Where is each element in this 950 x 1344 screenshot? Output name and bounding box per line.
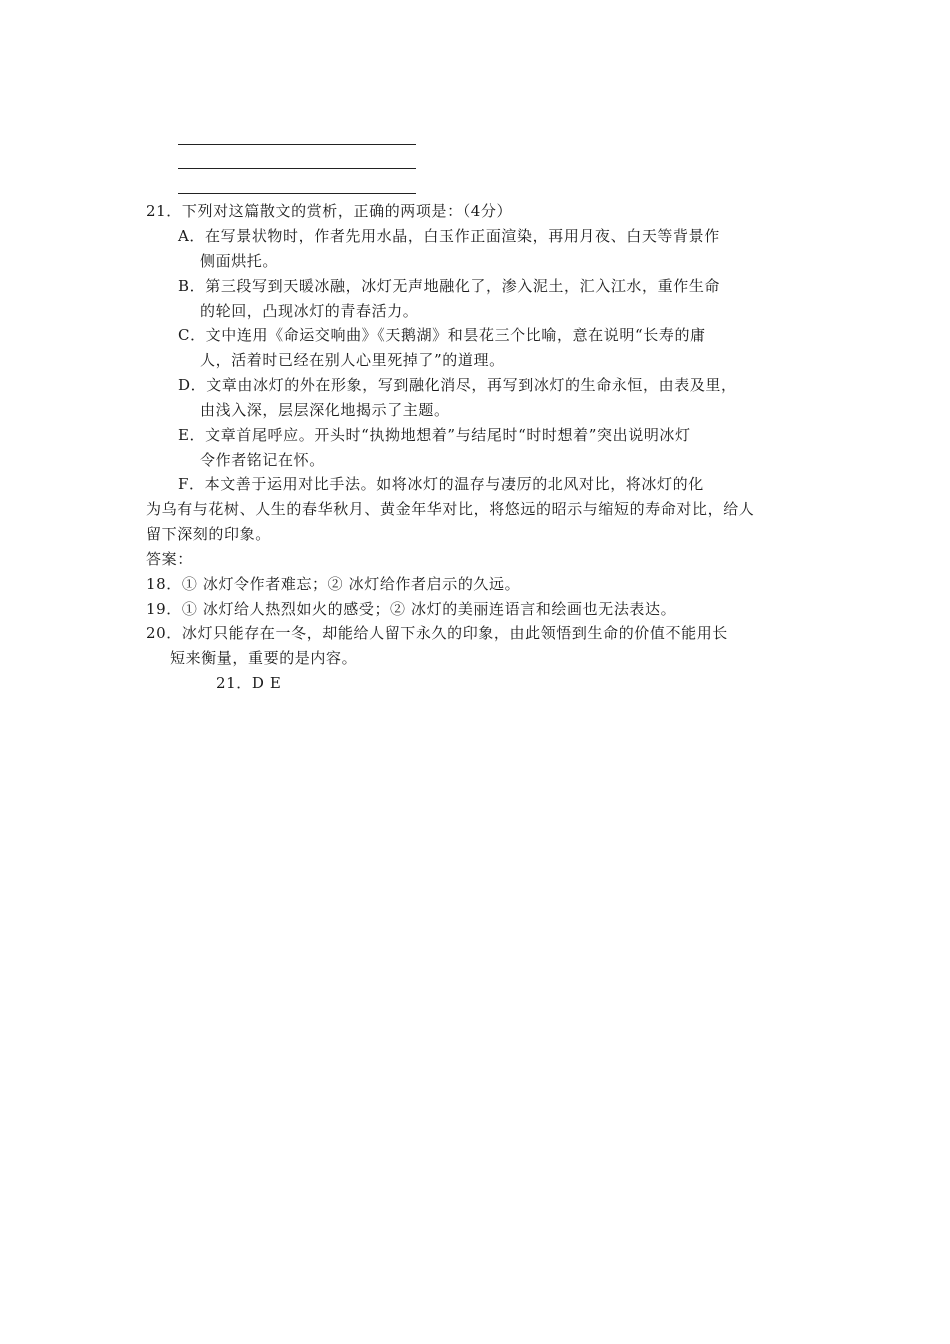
option-e-line-2: 令作者铭记在怀。 [200,451,325,469]
answer-blank-line-3 [178,193,416,194]
answer-19: 19．① 冰灯给人热烈如火的感受；② 冰灯的美丽连语言和绘画也无法表达。 [146,600,677,618]
question-21-stem: 21．下列对这篇散文的赏析，正确的两项是：（4分） [146,202,513,220]
answer-21: 21．D E [216,674,282,692]
option-e-line-1: E．文章首尾呼应。开头时“执拗地想着”与结尾时“时时想着”突出说明冰灯 [178,426,691,444]
option-b-line-1: B．第三段写到天暖冰融，冰灯无声地融化了，渗入泥土，汇入江水，重作生命 [178,277,721,295]
option-f-line-1: F．本文善于运用对比手法。如将冰灯的温存与凄厉的北风对比，将冰灯的化 [178,475,704,493]
option-a-line-1: A．在写景状物时，作者先用水晶，白玉作正面渲染，再用月夜、白天等背景作 [178,227,720,245]
answers-heading: 答案： [146,550,193,568]
option-d-line-1: D．文章由冰灯的外在形象，写到融化消尽，再写到冰灯的生命永恒，由表及里， [178,376,737,394]
answer-18: 18．① 冰灯令作者难忘；② 冰灯给作者启示的久远。 [146,575,521,593]
answer-20-line-1: 20．冰灯只能存在一冬，却能给人留下永久的印象，由此领悟到生命的价值不能用长 [146,624,728,642]
option-b-line-2: 的轮回，凸现冰灯的青春活力。 [200,302,419,320]
option-c-line-1: C．文中连用《命运交响曲》《天鹅湖》和昙花三个比喻，意在说明“长寿的庸 [178,326,706,344]
answer-blank-line-1 [178,144,416,145]
option-c-line-2: 人，活着时已经在别人心里死掉了”的道理。 [200,351,505,369]
answer-blank-line-2 [178,168,416,169]
option-f-line-2: 为乌有与花树、人生的春华秋月、黄金年华对比，将悠远的昭示与缩短的寿命对比，给人 [146,500,755,518]
option-a-line-2: 侧面烘托。 [200,252,279,270]
answer-20-line-2: 短来衡量，重要的是内容。 [170,649,358,667]
option-f-line-3: 留下深刻的印象。 [146,525,271,543]
option-d-line-2: 由浅入深，层层深化地揭示了主题。 [200,401,450,419]
